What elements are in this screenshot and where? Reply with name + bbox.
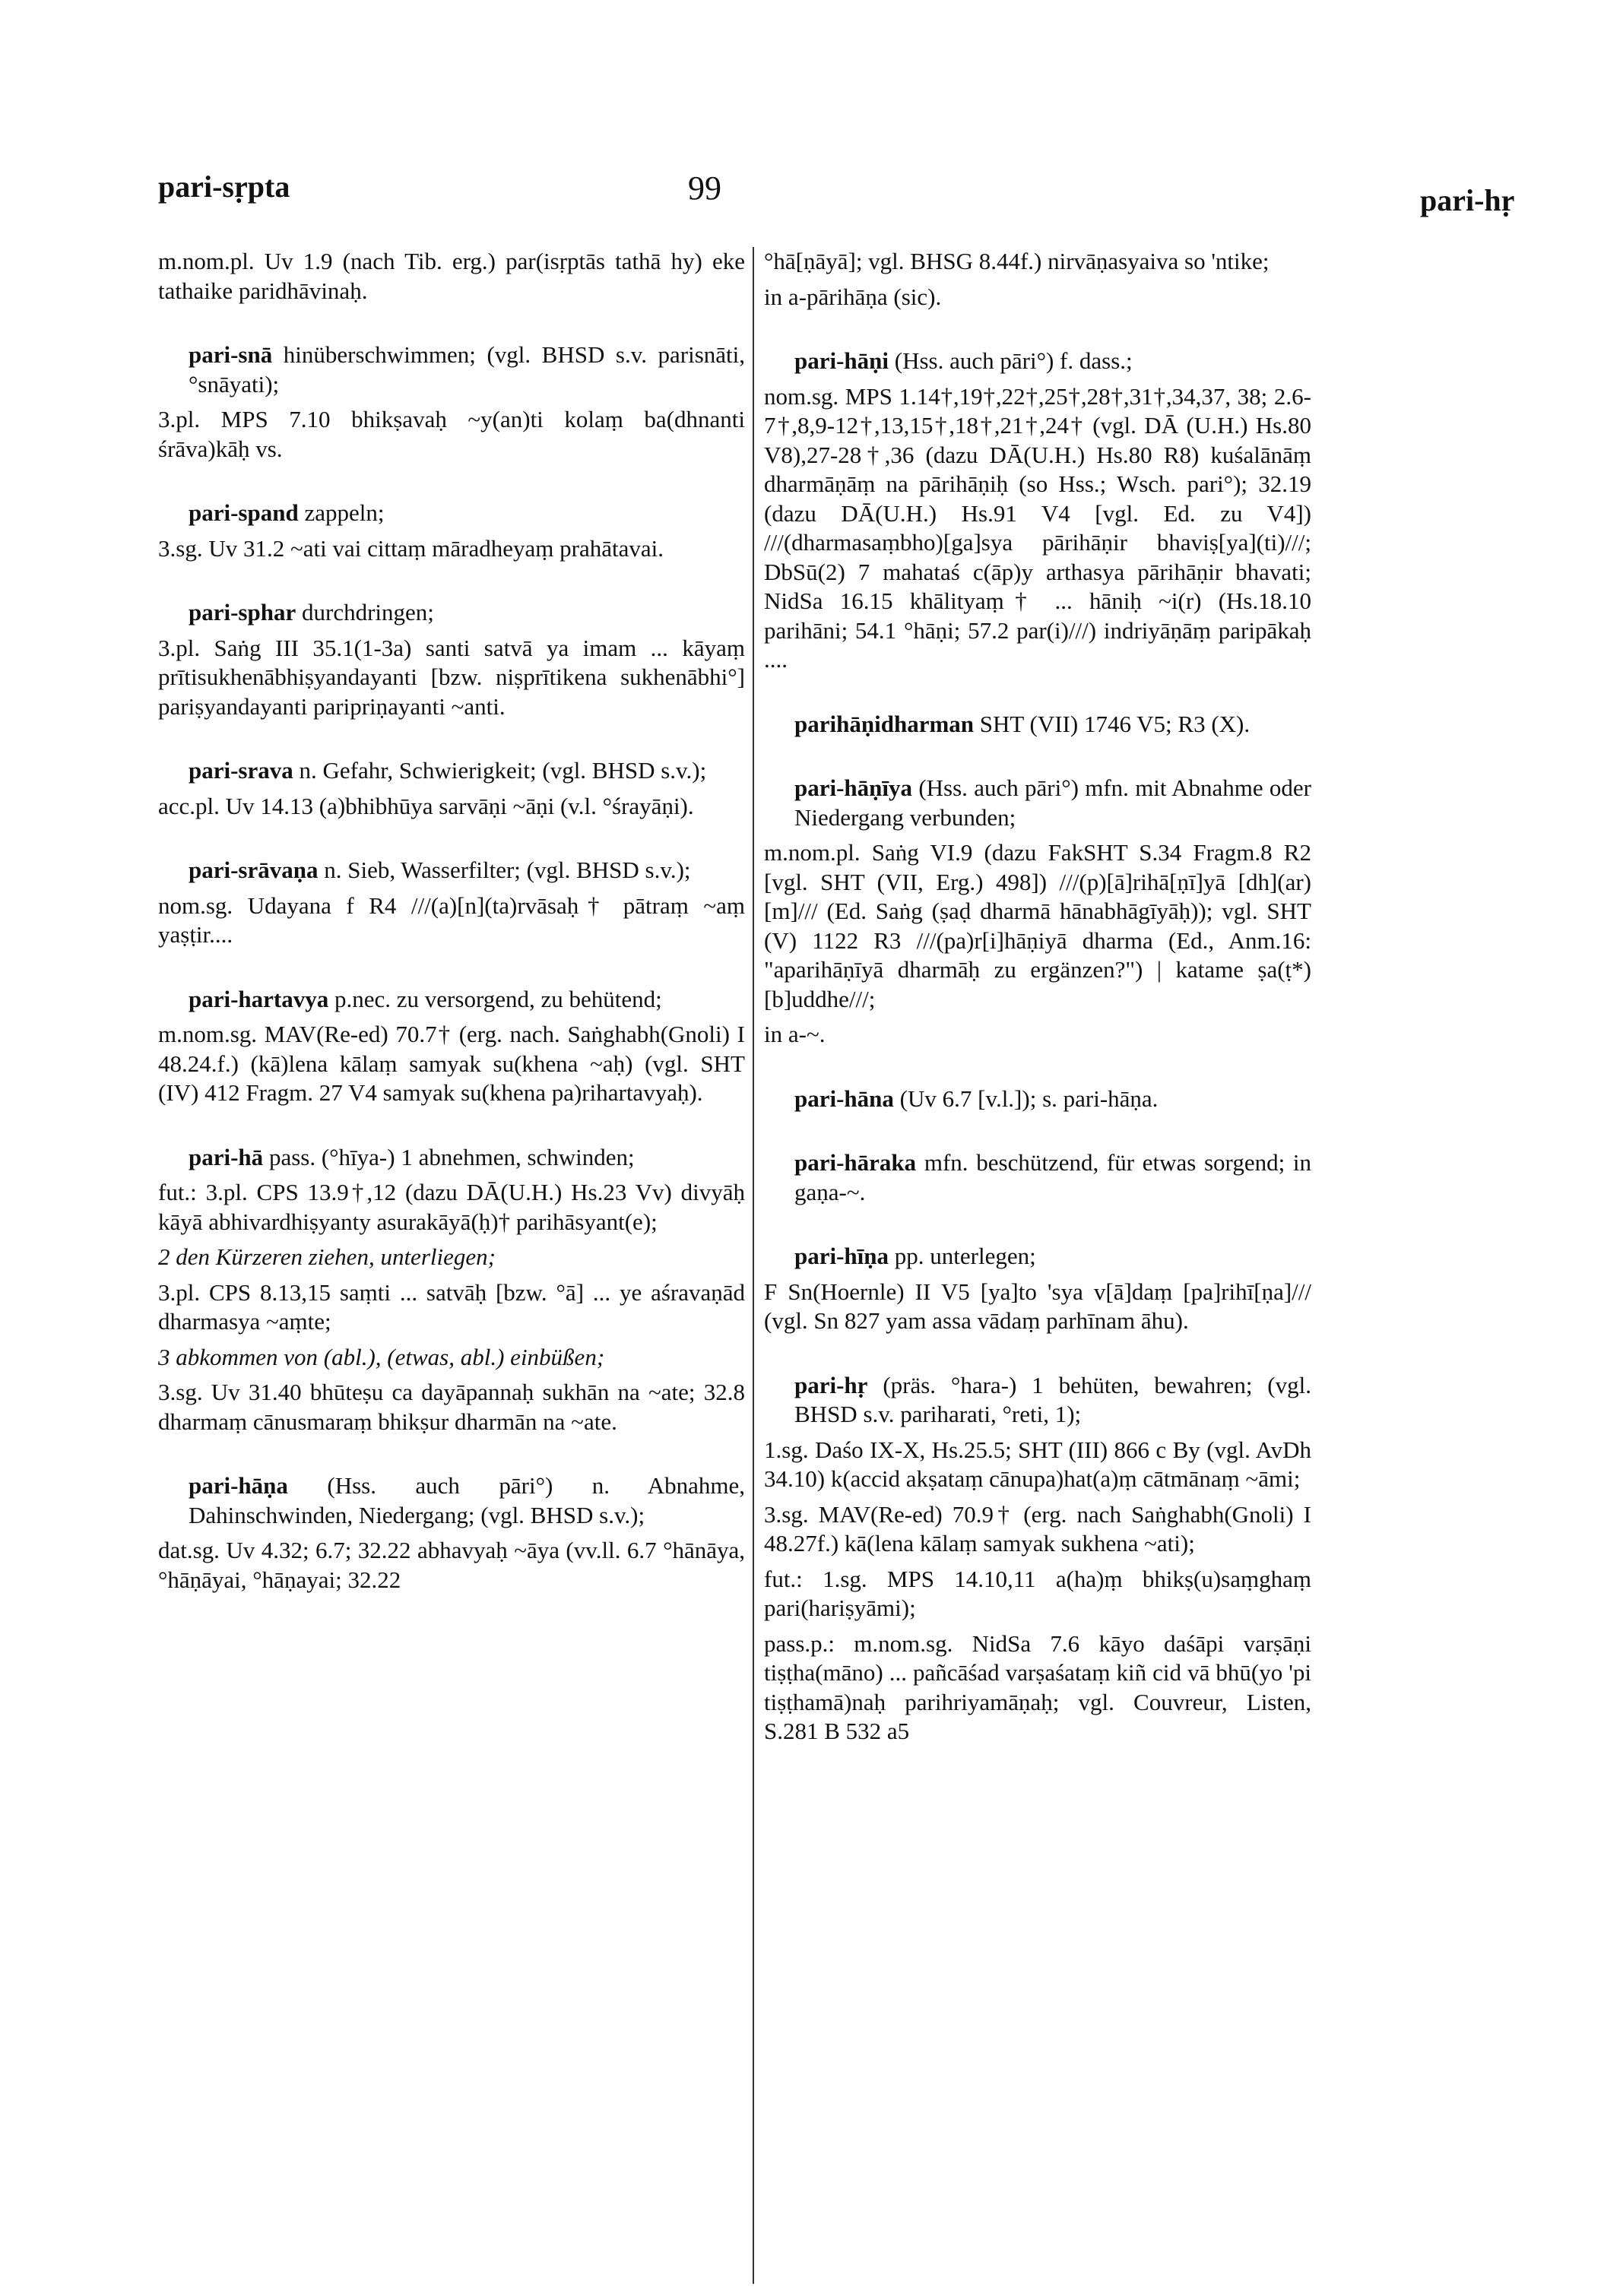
entry-srava xyxy=(158,756,745,821)
entry-headword-line: pari-hāṇīya (Hss. auch pāri°) mfn. mit Abnahme oder Niedergang verbunden; xyxy=(794,774,1311,831)
entry-haraka xyxy=(764,1148,1311,1207)
right-column xyxy=(764,247,1311,1754)
entry-line: 3.pl. Saṅg III 35.1(1-3a) santi satvā ya imam ... kāyaṃ prītisukhenābhiṣyandayanti [bzw. niṣprītikena sukhenābhi°] pariṣyandayanti paripriṇayanti ~anti. xyxy=(158,634,745,720)
entry-headword-line: pari-snā hinüberschwimmen; (vgl. BHSD s.v. parisnāti, °snāyati); xyxy=(189,341,745,397)
running-head-left: pari-sṛpta xyxy=(158,169,290,204)
entry-haniya xyxy=(764,774,1311,1050)
page-header xyxy=(0,169,1623,217)
entry-spand xyxy=(158,499,745,563)
headword: pari-hartavya xyxy=(189,985,329,1012)
entry-line: nom.sg. Udayana f R4 ///(a)[n](ta)rvāsaḥ† pātraṃ ~aṃ yaṣṭir.... xyxy=(158,891,745,948)
headword: pari-sphar xyxy=(189,599,296,625)
headword: pari-hīṇa xyxy=(794,1243,889,1269)
entry-line: m.nom.pl. Uv 1.9 (nach Tib. erg.) par(isṛptās tathā hy) eke tathaike paridhāvinaḥ. xyxy=(158,248,745,304)
entry-line: nom.sg. MPS 1.14†,19†,22†,25†,28†,31†,34,37, 38; 2.6-7†,8,9-12†,13,15†,18†,21†,24† (vgl. DĀ (U.H.) Hs.80 V8),27-28†,36 (dazu DĀ(U.H.) Hs.80 R8) kuśalānāṃ dharmāṇāṃ na pārihāṇiḥ (so Hss.; Wsch. pari°); 32.19 (dazu DĀ(U.H.) Hs.91 V4 [vgl. Ed. zu V4]) ///(dharmasaṃbho)[ga]sya pārihāṇir bhaviṣ[ya](ti)///; DbSū(2) 7 mahataś c(āp)y arthasya pārihāṇir bhavati; NidSa 16.15 khālityaṃ† ... hāniḥ ~i(r) (Hs.18.10 parihāni; 54.1 °hāṇi; 57.2 par(i)///) indriyāṇāṃ paripākaḥ .... xyxy=(764,382,1311,673)
headword: pari-snā xyxy=(189,341,273,368)
entry-sna xyxy=(158,340,745,464)
entry-hina xyxy=(764,1242,1311,1336)
entry-line: fut.: 3.pl. CPS 13.9†,12 (dazu DĀ(U.H.) Hs.23 Vv) divyāḥ kāyā abhivardhiṣyanty asurakāyā(ḥ)† parihāsyant(e); xyxy=(158,1179,745,1235)
entry-line: 3.pl. MPS 7.10 bhikṣavaḥ ~y(an)ti kolaṃ ba(dhnanti śrāva)kāḥ vs. xyxy=(158,406,745,462)
entry-hana-continued xyxy=(764,247,1311,312)
entry-hartavya xyxy=(158,985,745,1108)
entry-line: in a-~. xyxy=(764,1021,826,1047)
entry-line: acc.pl. Uv 14.13 (a)bhibhūya sarvāṇi ~āṇi (v.l. °śrayāṇi). xyxy=(158,792,694,819)
entry-sense: 3 abkommen von (abl.), (etwas, abl.) einbüßen; xyxy=(158,1343,605,1370)
entry-hana2 xyxy=(764,1085,1311,1114)
entry-hr xyxy=(764,1371,1311,1747)
entry-headword-line: pari-hā pass. (°hīya-) 1 abnehmen, schwinden; xyxy=(189,1143,635,1170)
headword: pari-spand xyxy=(189,499,299,526)
entry-headword-line: pari-sphar durchdringen; xyxy=(189,599,434,625)
entry-headword-line: pari-hīṇa pp. unterlegen; xyxy=(794,1243,1036,1269)
entry-sphar xyxy=(158,598,745,721)
headword: parihāṇidharman xyxy=(794,710,975,737)
entry-line: 3.sg. MAV(Re-ed) 70.9† (erg. nach Saṅghabh(Gnoli) I 48.27f.) kā(lena kālaṃ samyak sukhena ~ati); xyxy=(764,1500,1311,1557)
headword: pari-hāṇi xyxy=(794,347,889,374)
running-head-right: pari-hṛ xyxy=(1420,183,1515,217)
entry-line: °hā[ṇāyā]; vgl. BHSG 8.44f.) nirvāṇasyaiva so 'ntike; xyxy=(764,248,1270,274)
headword: pari-hṛ xyxy=(794,1371,868,1398)
entry-line: 3.sg. Uv 31.2 ~ati vai cittaṃ māradheyaṃ prahātavai. xyxy=(158,534,664,562)
entry-line: 3.pl. CPS 8.13,15 saṃti ... satvāḥ [bzw. °ā] ... ye aśravaṇād dharmasya ~aṃte; xyxy=(158,1278,745,1335)
entry-headword-line: pari-spand zappeln; xyxy=(189,499,385,526)
entry-sravana xyxy=(158,856,745,950)
headword: pari-hāṇīya xyxy=(794,774,913,801)
entry-line: pass.p.: m.nom.sg. NidSa 7.6 kāyo daśāpi varṣāṇi tiṣṭha(māno) ... pañcāśad varṣaśataṃ kiñ cid vā bhū(yo 'pi tiṣṭhamā)naḥ parihriyamāṇaḥ; vgl. Couvreur, Listen, S.281 B 532 a5 xyxy=(764,1629,1311,1744)
entry-line: fut.: 1.sg. MPS 14.10,11 a(ha)ṃ bhikṣ(u)saṃghaṃ pari(hariṣyāmi); xyxy=(764,1565,1311,1621)
headword: pari-hā xyxy=(189,1143,264,1170)
entry-line: 3.sg. Uv 31.40 bhūteṣu ca dayāpannaḥ sukhān na ~ate; 32.8 dharmaṃ cānusmaraṃ bhikṣur dharmān na ~ate. xyxy=(158,1379,745,1435)
entry-headword-line: pari-hāraka mfn. beschützend, für etwas sorgend; in gaṇa-~. xyxy=(794,1149,1311,1205)
column-divider xyxy=(753,247,754,2284)
headword: pari-srāvaṇa xyxy=(189,857,319,883)
entry-hanidharman xyxy=(764,710,1311,739)
entry-headword-line: pari-hāna (Uv 6.7 [v.l.]); s. pari-hāṇa. xyxy=(794,1085,1159,1112)
entry-line: dat.sg. Uv 4.32; 6.7; 32.22 abhavyaḥ ~āya (vv.ll. 6.7 °hānāya, °hāṇāyai, °hāṇayai; 32.22 xyxy=(158,1537,745,1593)
entry-sense: 2 den Kürzeren ziehen, unterliegen; xyxy=(158,1243,496,1270)
headword: pari-hāraka xyxy=(794,1149,917,1176)
left-column xyxy=(158,247,745,1602)
entry-srpta xyxy=(158,247,745,306)
entry-headword-line: pari-hāṇi (Hss. auch pāri°) f. dass.; xyxy=(794,347,1133,374)
entry-headword-line: pari-hartavya p.nec. zu versorgend, zu behütend; xyxy=(189,985,662,1012)
entry-headword-line: pari-hāṇa (Hss. auch pāri°) n. Abnahme, Dahinschwinden, Niedergang; (vgl. BHSD s.v.); xyxy=(189,1472,745,1528)
headword: pari-srava xyxy=(189,757,293,784)
entry-headword-line: pari-srāvaṇa n. Sieb, Wasserfilter; (vgl. BHSD s.v.); xyxy=(189,857,691,883)
entry-hani xyxy=(764,347,1311,675)
headword: pari-hāṇa xyxy=(189,1472,288,1499)
headword: pari-hāna xyxy=(794,1085,894,1112)
entry-ha xyxy=(158,1143,745,1437)
entry-line: 1.sg. Daśo IX-X, Hs.25.5; SHT (III) 866 c By (vgl. AvDh 34.10) k(accid akṣataṃ cānupa)hat(a)ṃ cātmānaṃ ~āmi; xyxy=(764,1436,1311,1492)
entry-hana xyxy=(158,1471,745,1595)
entry-line: m.nom.pl. Saṅg VI.9 (dazu FakSHT S.34 Fragm.8 R2 [vgl. SHT (VII, Erg.) 498]) ///(p)[ā]rihā[ṇī]yā [dh](ar)[m]/// (Ed. Saṅg (ṣaḍ dharmā hānabhāgīyāḥ)); vgl. SHT (V) 1122 R3 ///(pa)r[i]hāṇiyā dharma (Ed., Anm.16: "aparihāṇīyā dharmāḥ zu ergänzen?") | katame ṣa(ṭ*) [b]uddhe///; xyxy=(764,839,1311,1012)
entry-line: m.nom.sg. MAV(Re-ed) 70.7† (erg. nach. Saṅghabh(Gnoli) I 48.24.f.) (kā)lena kālaṃ samyak su(khena ~aḥ) (vgl. SHT (IV) 412 Fragm. 27 V4 samyak su(khena pa)rihartavyaḥ). xyxy=(158,1021,745,1106)
entry-line: in a-pārihāṇa (sic). xyxy=(764,283,942,310)
entry-headword-line: pari-hṛ (präs. °hara-) 1 behüten, bewahren; (vgl. BHSD s.v. pariharati, °reti, 1); xyxy=(794,1371,1311,1427)
entry-line: F Sn(Hoernle) II V5 [ya]to 'sya v[ā]daṃ [pa]rihī[ṇa]/// (vgl. Sn 827 yam assa vādaṃ parhīnam āhu). xyxy=(764,1278,1311,1334)
page-number: 99 xyxy=(688,169,721,207)
entry-headword-line: parihāṇidharman SHT (VII) 1746 V5; R3 (X). xyxy=(794,710,1251,737)
entry-headword-line: pari-srava n. Gefahr, Schwierigkeit; (vgl. BHSD s.v.); xyxy=(189,757,707,784)
